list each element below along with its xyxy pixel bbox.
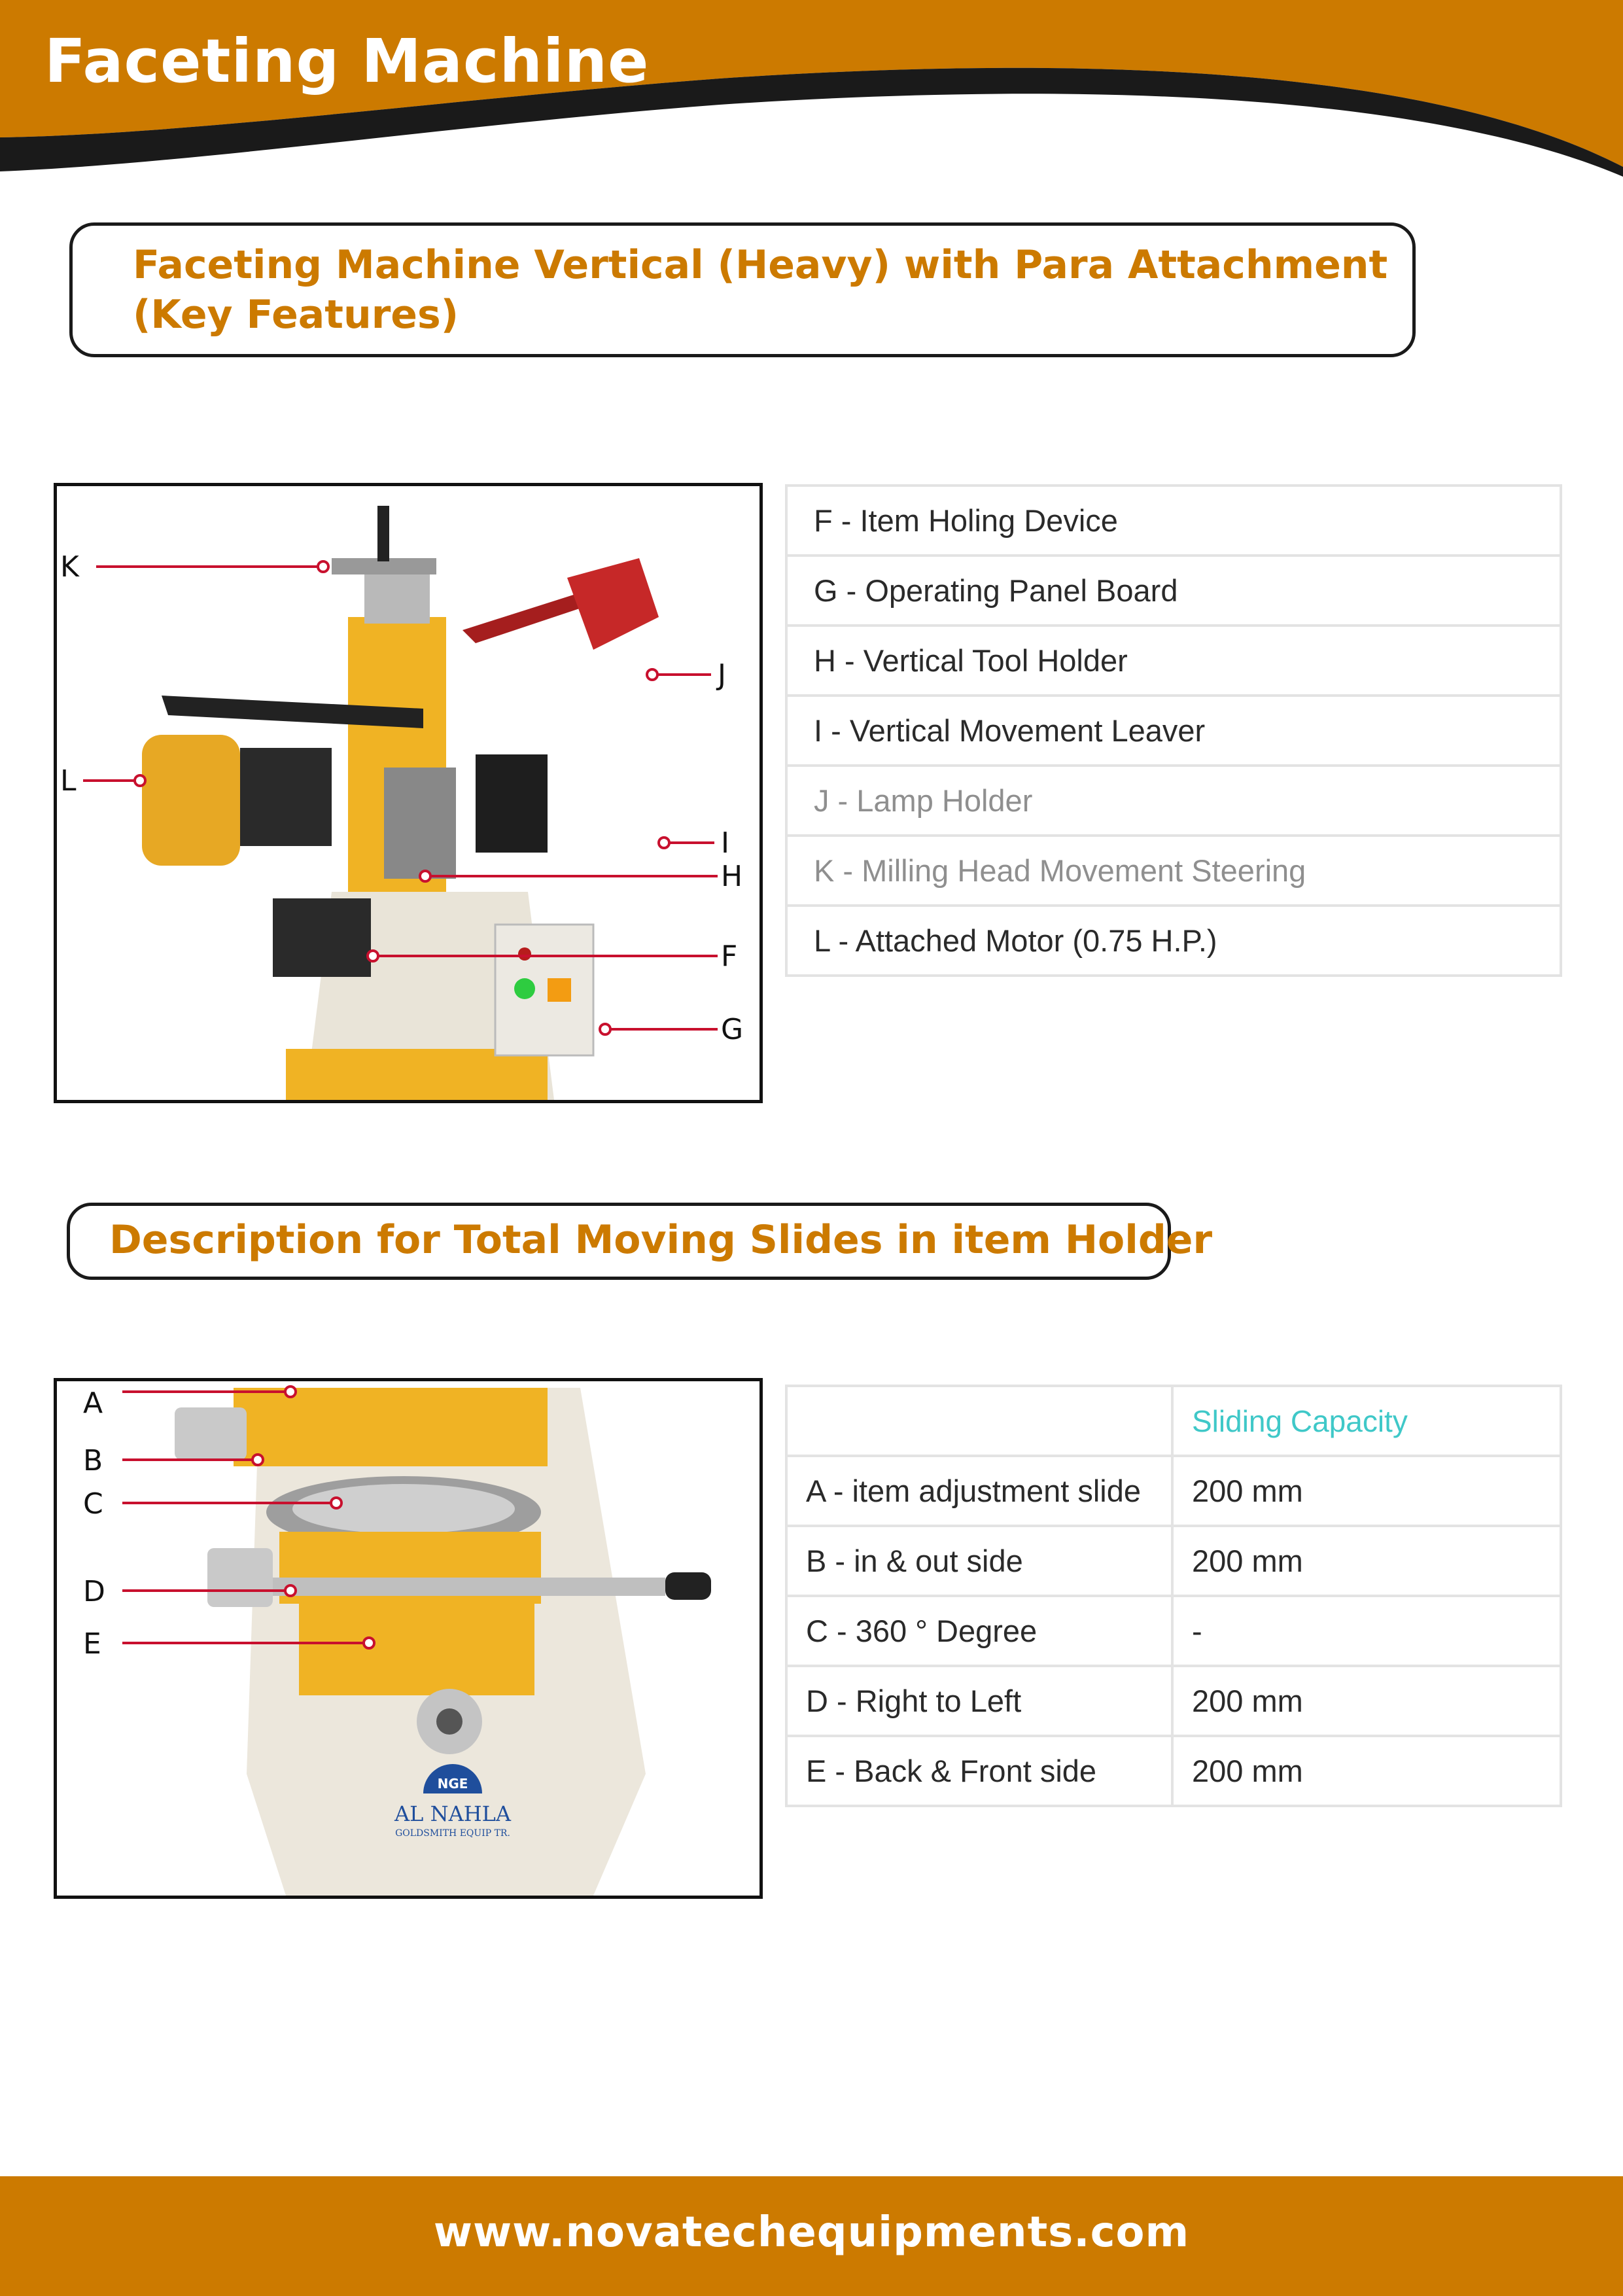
callout-label-g: G: [721, 1013, 744, 1046]
slide-name: A - item adjustment slide: [786, 1456, 1172, 1526]
table-row: [786, 1526, 1561, 1596]
machine-image: [54, 483, 763, 1103]
item-holder-illustration: [57, 1381, 759, 1896]
motor: [142, 735, 240, 866]
table-row: [786, 626, 1561, 696]
callout-label-b: B: [83, 1444, 103, 1477]
table-row: [786, 1666, 1561, 1736]
table-row: [786, 556, 1561, 626]
features-table: [785, 484, 1562, 977]
sliding-capacity-table: [785, 1385, 1562, 1807]
item-holder-image: [54, 1378, 763, 1899]
slide-name: D - Right to Left: [786, 1666, 1172, 1736]
svg-text:GOLDSMITH EQUIP TR.: GOLDSMITH EQUIP TR.: [395, 1828, 510, 1839]
slide-name: C - 360 ° Degree: [786, 1596, 1172, 1666]
table-row: [786, 1456, 1561, 1526]
callout-label-l: L: [60, 764, 77, 798]
feature-k: K - Milling Head Movement Steering: [786, 836, 1561, 906]
feature-l: L - Attached Motor (0.75 H.P.): [786, 906, 1561, 976]
slide-name: B - in & out side: [786, 1526, 1172, 1596]
table-row: [786, 836, 1561, 906]
section-heading-key-features: [69, 222, 1416, 357]
svg-text:AL NAHLA: AL NAHLA: [394, 1801, 511, 1826]
control-panel: [495, 925, 593, 1055]
header-cell-empty: [786, 1386, 1172, 1456]
table-row: [786, 906, 1561, 976]
heading-line-1: Faceting Machine Vertical (Heavy) with Para Attachment: [133, 242, 1388, 288]
feature-g: G - Operating Panel Board: [786, 556, 1561, 626]
feature-f: F - Item Holing Device: [786, 486, 1561, 556]
feature-i: I - Vertical Movement Leaver: [786, 696, 1561, 766]
section-heading-moving-slides: Description for Total Moving Slides in item Holder: [67, 1203, 1171, 1280]
callout-label-k: K: [60, 550, 79, 584]
feature-j: J - Lamp Holder: [786, 766, 1561, 836]
slide-d: [207, 1578, 665, 1596]
slide-capacity: 200 mm: [1172, 1666, 1561, 1736]
callout-label-e: E: [83, 1627, 101, 1661]
lamp: [567, 558, 659, 650]
machine-illustration: [57, 486, 759, 1100]
callout-label-a: A: [83, 1386, 103, 1420]
slide-capacity: -: [1172, 1596, 1561, 1666]
callout-label-i: I: [721, 826, 729, 860]
website-link[interactable]: www.novatechequipments.com: [433, 2208, 1190, 2257]
table-header-row: [786, 1386, 1561, 1456]
callout-label-j: J: [718, 658, 726, 692]
callout-label-h: H: [721, 860, 743, 893]
table-row: [786, 1596, 1561, 1666]
svg-text:NGE: NGE: [437, 1776, 468, 1792]
table-row: [786, 696, 1561, 766]
slide-name: E - Back & Front side: [786, 1736, 1172, 1806]
table-row: [786, 1736, 1561, 1806]
page-title: Faceting Machine: [44, 26, 650, 96]
header-sliding-capacity: Sliding Capacity: [1172, 1386, 1561, 1456]
callout-label-d: D: [83, 1575, 105, 1608]
slide-capacity: 200 mm: [1172, 1526, 1561, 1596]
heading-line-2: (Key Features): [133, 292, 459, 338]
slide-a: [234, 1388, 548, 1466]
feature-h: H - Vertical Tool Holder: [786, 626, 1561, 696]
slide-capacity: 200 mm: [1172, 1456, 1561, 1526]
table-row: [786, 766, 1561, 836]
callout-label-c: C: [83, 1487, 103, 1521]
table-row: [786, 486, 1561, 556]
slide-capacity: 200 mm: [1172, 1736, 1561, 1806]
callout-label-f: F: [721, 940, 738, 973]
slide-e: [299, 1604, 534, 1695]
